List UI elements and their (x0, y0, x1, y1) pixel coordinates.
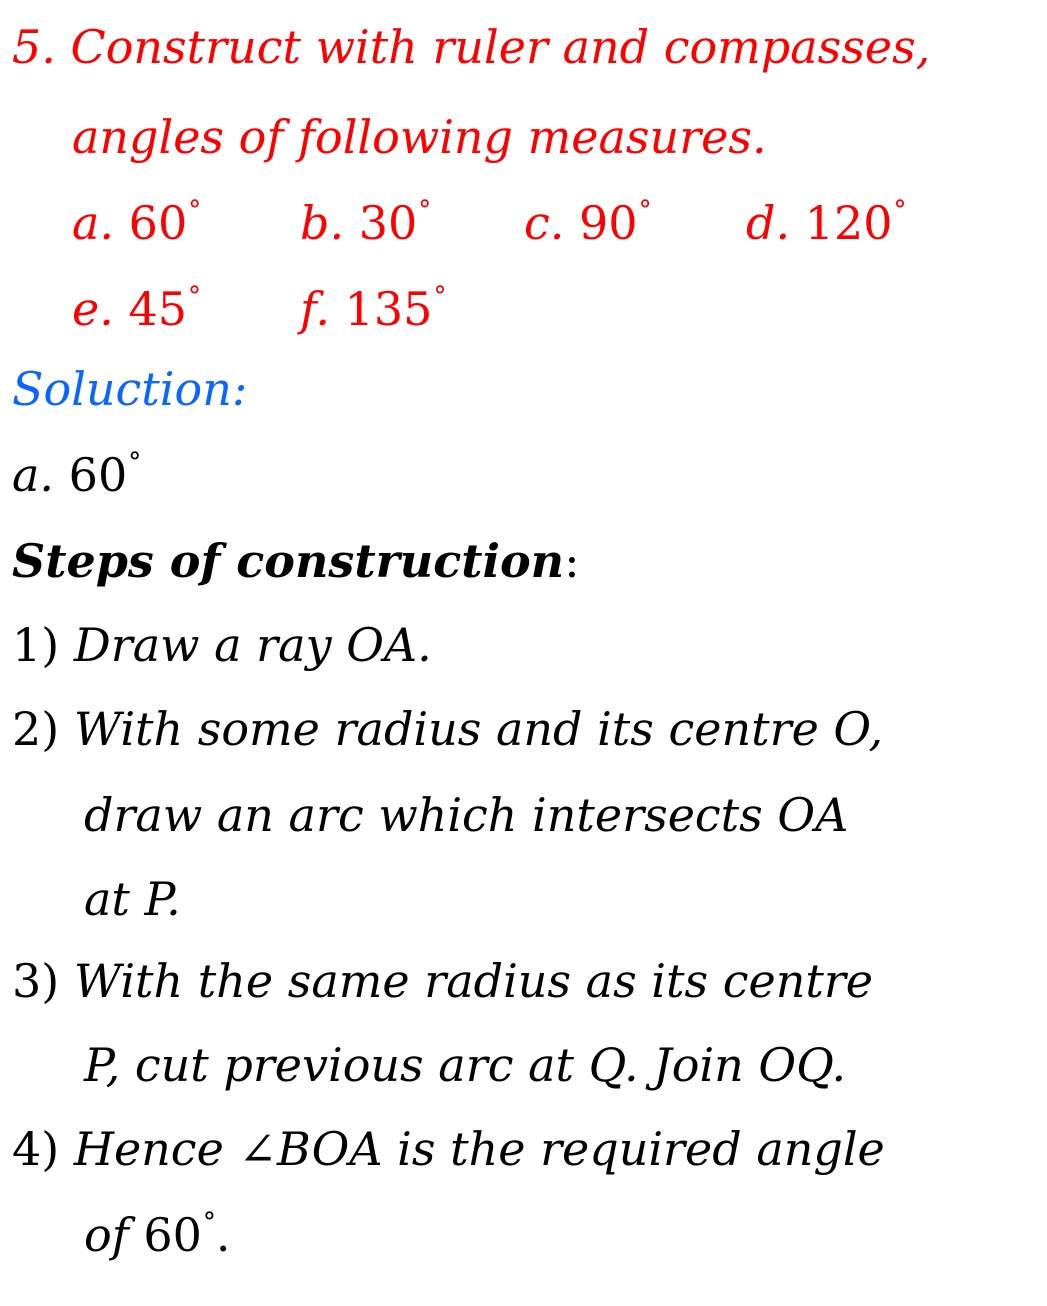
step-3 (12, 954, 874, 1008)
option-f-label: f. (300, 282, 331, 336)
part-a-value: 60 (68, 448, 128, 502)
steps-title-colon: : (564, 534, 580, 588)
option-a-degree: ° (188, 196, 202, 226)
question-line-1: 5. Construct with ruler and compasses, (12, 20, 931, 74)
last-line-value: 60 (143, 1208, 202, 1262)
last-line-end: . (215, 1208, 231, 1262)
option-b-degree: ° (418, 196, 432, 226)
option-c (524, 196, 652, 250)
steps-title-text: Steps of construction (12, 534, 565, 588)
option-d-degree: ° (893, 196, 907, 226)
option-c-label: c. (524, 196, 565, 250)
step-2 (12, 702, 884, 756)
step-3-text-line-1: With the same radius as its centre (73, 954, 874, 1008)
last-line-prefix: of (84, 1208, 129, 1262)
option-f-degree: ° (433, 282, 447, 312)
question-line-2: angles of following measures. (72, 110, 767, 164)
steps-title (12, 534, 580, 588)
option-a-value: 60 (128, 196, 188, 250)
solution-heading: Soluction: (12, 362, 248, 416)
step-2-number: 2) (12, 702, 60, 756)
option-c-degree: ° (638, 196, 652, 226)
step-3-number: 3) (12, 954, 60, 1008)
option-b (300, 196, 431, 250)
option-a (72, 196, 201, 250)
solution-part-a (12, 448, 142, 502)
option-f-value: 135 (344, 282, 433, 336)
option-f (300, 282, 446, 336)
option-e-value: 45 (128, 282, 188, 336)
part-a-degree: ° (128, 448, 142, 478)
option-d (746, 196, 907, 250)
option-d-value: 120 (804, 196, 893, 250)
step-2-text-line-2: draw an arc which intersects OA (84, 788, 849, 842)
step-4 (12, 1122, 885, 1176)
option-c-value: 90 (579, 196, 638, 250)
option-d-label: d. (746, 196, 791, 250)
option-e-degree: ° (188, 282, 202, 312)
option-e (72, 282, 201, 336)
part-a-label: a. (12, 448, 55, 502)
last-line-degree: ° (202, 1208, 216, 1238)
step-4-text-line-1: Hence ∠BOA is the required angle (73, 1122, 885, 1176)
step-1 (12, 618, 432, 672)
option-b-value: 30 (358, 196, 418, 250)
step-1-text: Draw a ray OA. (73, 618, 432, 672)
step-1-number: 1) (12, 618, 60, 672)
step-2-text-line-3: at P. (84, 872, 181, 926)
step-4-text-line-2 (84, 1208, 231, 1262)
step-2-text-line-1: With some radius and its centre O, (73, 702, 884, 756)
step-4-number: 4) (12, 1122, 60, 1176)
option-b-label: b. (300, 196, 345, 250)
step-3-text-line-2: P, cut previous arc at Q. Join OQ. (84, 1038, 847, 1092)
option-a-label: a. (72, 196, 115, 250)
option-e-label: e. (72, 282, 114, 336)
